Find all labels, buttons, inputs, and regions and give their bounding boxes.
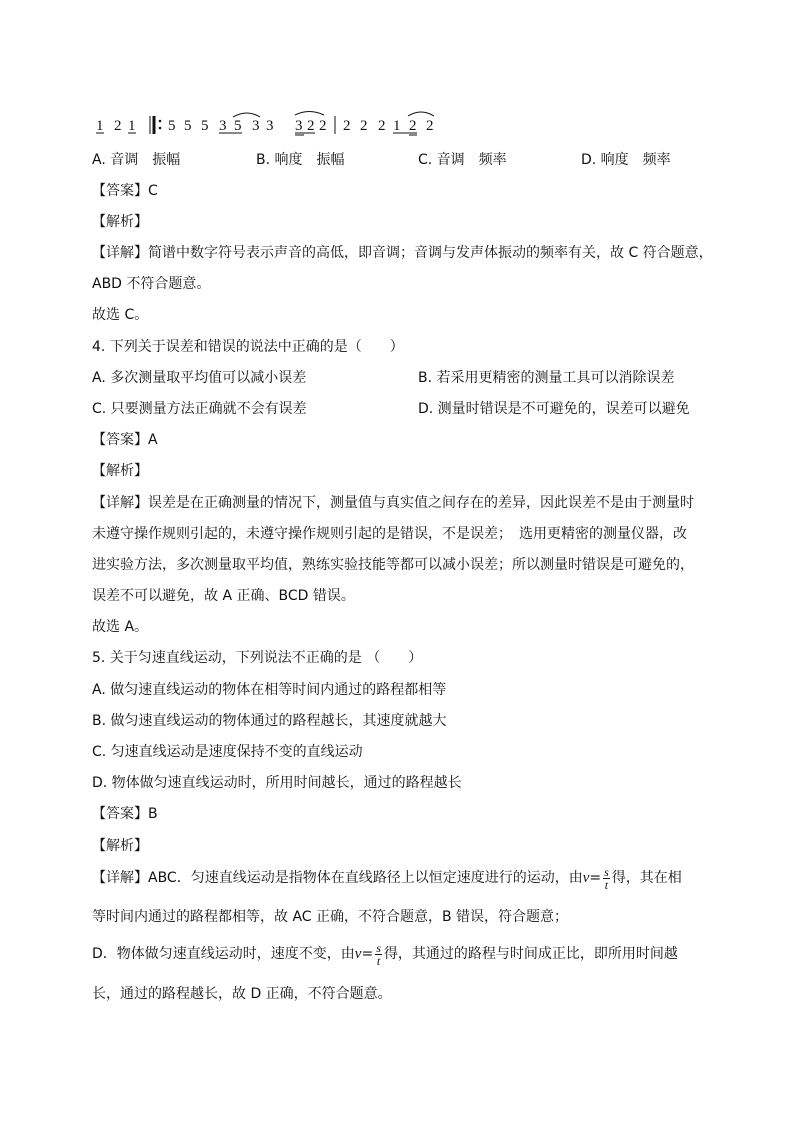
note: 2 <box>360 118 368 134</box>
note: 3 <box>266 118 274 134</box>
note: 2 <box>319 118 327 134</box>
note: 2 <box>343 118 351 134</box>
note: 2 <box>378 118 386 134</box>
q3-option-d: D. 响度 频率 <box>581 152 671 168</box>
note: 1 <box>128 118 136 134</box>
note: 5 <box>201 118 209 134</box>
note: 2 <box>307 118 315 134</box>
q3-option-a: A. 音调 振幅 <box>92 152 181 168</box>
q4-conclusion: 故选 A。 <box>92 619 149 635</box>
q5-analysis-heading: 【解析】 <box>92 838 148 854</box>
q3-conclusion: 故选 C。 <box>92 307 149 323</box>
q4-analysis-heading: 【解析】 <box>92 463 148 479</box>
note: 2 <box>426 118 434 134</box>
q4-detail-line: 进实验方法，多次测量取平均值，熟练实验技能等都可以减小误差；所以测量时错误是可避免的， <box>92 557 694 573</box>
q4-option-b: B. 若采用更精密的测量工具可以消除误差 <box>418 370 675 386</box>
note: 5 <box>168 118 176 134</box>
note: 3 <box>219 118 227 134</box>
q5-option-b: B. 做匀速直线运动的物体通过的路程越长，其速度就越大 <box>92 713 447 729</box>
q5-option-c: C. 匀速直线运动是速度保持不变的直线运动 <box>92 744 363 760</box>
note: 5 <box>234 118 242 134</box>
q4-answer: 【答案】A <box>92 432 158 448</box>
q5-detail-text: D．物体做匀速直线运动时，速度不变，由 <box>92 946 355 962</box>
note: 1 <box>96 118 104 134</box>
formula-numerator: s <box>604 864 609 879</box>
q3-answer: 【答案】C <box>92 183 158 199</box>
formula-numerator: s <box>376 940 381 955</box>
q4-option-c: C. 只要测量方法正确就不会有误差 <box>92 401 307 417</box>
q4-detail-line: 未遵守操作规则引起的，未遵守操作规则引起的是错误，不是误差； 选用更精密的测量仪器，改 <box>92 526 687 542</box>
formula-equals: = <box>589 870 602 886</box>
formula-denominator: t <box>604 877 609 892</box>
q5-answer: 【答案】B <box>92 806 158 822</box>
q3-option-c: C. 音调 频率 <box>418 152 507 168</box>
q5-detail-line <box>92 860 682 896</box>
q4-stem: 4. 下列关于误差和错误的说法中正确的是（ ） <box>92 339 404 355</box>
q3-option-b: B. 响度 振幅 <box>256 152 345 168</box>
formula-fraction <box>375 942 382 967</box>
q4-option-a: A. 多次测量取平均值可以减小误差 <box>92 370 307 386</box>
q3-detail-line: ABD 不符合题意。 <box>92 276 211 292</box>
q4-detail-line: 【详解】误差是在正确测量的情况下，测量值与真实值之间存在的差异，因此误差不是由于测量时 <box>92 495 694 511</box>
music-notation <box>92 108 472 138</box>
q5-detail-line: 长，通过的路程越长，故 D 正确，不符合题意。 <box>92 986 392 1002</box>
formula-equals: = <box>361 946 374 962</box>
q5-option-a: A. 做匀速直线运动的物体在相等时间内通过的路程都相等 <box>92 682 447 698</box>
note: 2 <box>409 118 417 134</box>
q5-detail-text: 得，其通过的路程与时间成正比，即所用时间越 <box>383 946 678 962</box>
q4-option-d: D. 测量时错误是不可避免的，误差可以避免 <box>418 401 690 417</box>
note: 1 <box>393 118 401 134</box>
q5-option-d: D. 物体做匀速直线运动时，所用时间越长，通过的路程越长 <box>92 775 462 791</box>
q3-detail-line: 【详解】简谱中数字符号表示声音的高低，即音调；音调与发声体振动的频率有关，故 C 符合题意， <box>92 245 713 261</box>
note: 5 <box>184 118 192 134</box>
note: 2 <box>114 118 122 134</box>
q5-stem: 5. 关于匀速直线运动，下列说法不正确的是 （ ） <box>92 650 423 666</box>
q5-detail-text: 得，其在相 <box>611 870 682 886</box>
q4-detail-line: 误差不可以避免，故 A 正确、BCD 错误。 <box>92 588 355 604</box>
q5-detail-text: 【详解】ABC．匀速直线运动是指物体在直线路径上以恒定速度进行的运动，由 <box>92 870 583 886</box>
note: 3 <box>252 118 260 134</box>
formula-fraction <box>603 866 610 891</box>
formula-v: v <box>354 946 362 962</box>
q5-detail-line: 等时间内通过的路程都相等，故 AC 正确，不符合题意，B 错误，符合题意； <box>92 909 569 925</box>
formula-denominator: t <box>376 953 381 968</box>
q3-analysis-heading: 【解析】 <box>92 214 148 230</box>
formula-v: v <box>582 870 590 886</box>
note: 3 <box>295 118 303 134</box>
q5-detail-line <box>92 936 678 972</box>
